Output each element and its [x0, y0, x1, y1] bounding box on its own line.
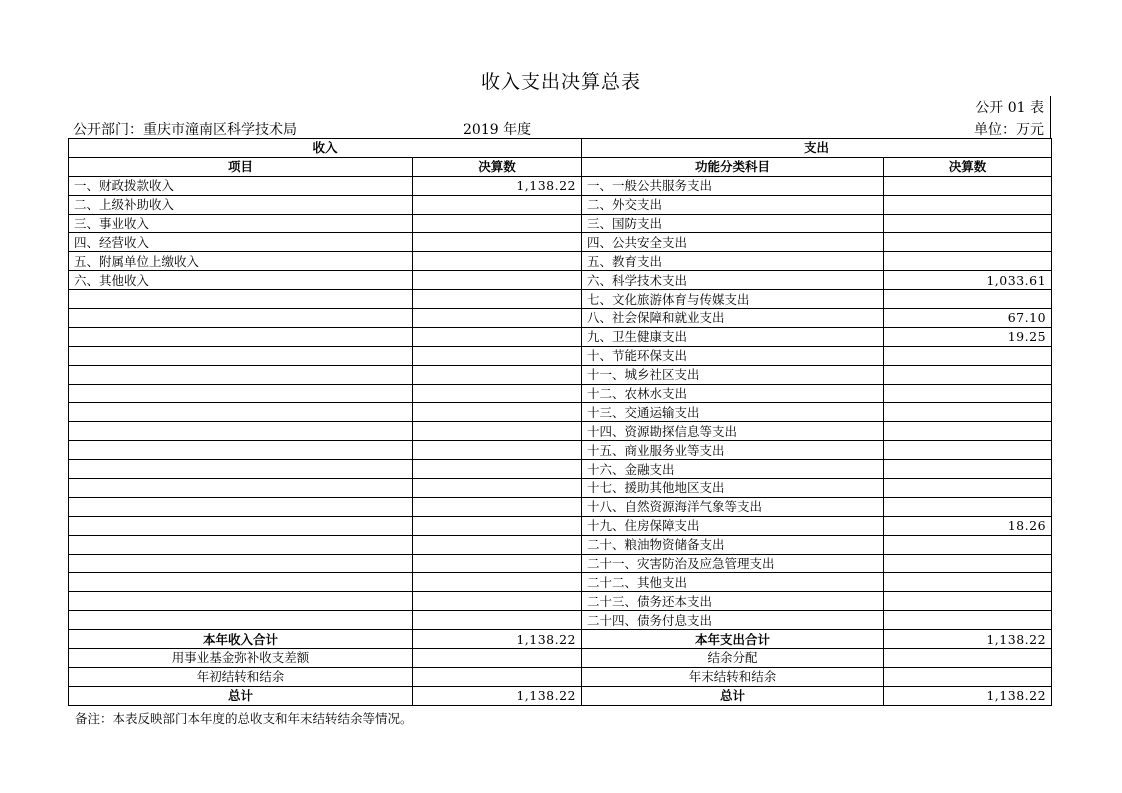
income-summary-label: 总计 [69, 686, 413, 705]
income-amount-cell [413, 554, 582, 573]
table-row [69, 535, 1052, 554]
expense-item-cell: 十五、商业服务业等支出 [582, 441, 884, 460]
income-item-cell [69, 403, 413, 422]
expense-amount-cell [884, 460, 1052, 479]
income-amount-cell [413, 365, 582, 384]
expense-summary-amount [884, 667, 1052, 686]
income-item-cell [69, 535, 413, 554]
expense-item-cell: 九、卫生健康支出 [582, 327, 884, 346]
table-row [69, 422, 1052, 441]
expense-amount-cell: 18.26 [884, 516, 1052, 535]
income-item-cell [69, 365, 413, 384]
income-summary-amount [413, 649, 582, 668]
income-item-cell [69, 346, 413, 365]
income-amount-cell [413, 573, 582, 592]
expense-amount-cell [884, 176, 1052, 195]
table-row [69, 290, 1052, 309]
expense-item-cell: 二、外交支出 [582, 195, 884, 214]
expense-item-cell: 四、公共安全支出 [582, 233, 884, 252]
table-row [69, 592, 1052, 611]
table-row [69, 214, 1052, 233]
table-row [69, 346, 1052, 365]
income-amount-cell [413, 441, 582, 460]
expense-item-cell: 十六、金融支出 [582, 460, 884, 479]
table-row [69, 479, 1052, 498]
table-row [69, 573, 1052, 592]
expense-item-cell: 三、国防支出 [582, 214, 884, 233]
summary-row [69, 649, 1052, 668]
income-amount-cell [413, 252, 582, 271]
expense-item-cell: 二十二、其他支出 [582, 573, 884, 592]
table-row [69, 611, 1052, 630]
income-amount-cell [413, 535, 582, 554]
department-label: 公开部门：重庆市潼南区科学技术局 [73, 122, 297, 138]
fiscal-year: 2019 年度 [463, 122, 532, 138]
expense-item-cell: 二十三、债务还本支出 [582, 592, 884, 611]
income-item-cell [69, 327, 413, 346]
expense-amount-cell [884, 252, 1052, 271]
income-amount-cell [413, 290, 582, 309]
expense-item-cell: 二十一、灾害防治及应急管理支出 [582, 554, 884, 573]
income-amount-cell [413, 460, 582, 479]
expense-summary-amount: 1,138.22 [884, 630, 1052, 649]
income-item-cell [69, 441, 413, 460]
function-class-column-header: 功能分类科目 [582, 157, 884, 176]
income-item-cell [69, 290, 413, 309]
expense-amount-cell [884, 403, 1052, 422]
income-item-cell: 四、经营收入 [69, 233, 413, 252]
income-amount-cell [413, 346, 582, 365]
table-row [69, 460, 1052, 479]
expense-amount-column-header: 决算数 [884, 157, 1052, 176]
expense-summary-amount [884, 649, 1052, 668]
income-item-cell [69, 422, 413, 441]
expense-item-cell: 十二、农林水支出 [582, 384, 884, 403]
income-summary-label: 用事业基金弥补收支差额 [69, 649, 413, 668]
expense-amount-cell [884, 479, 1052, 498]
expense-item-cell: 六、科学技术支出 [582, 271, 884, 290]
income-section-header: 收入 [69, 139, 582, 158]
income-amount-cell [413, 271, 582, 290]
summary-row [69, 630, 1052, 649]
expense-amount-cell [884, 365, 1052, 384]
income-amount-cell [413, 403, 582, 422]
income-amount-cell [413, 327, 582, 346]
footnote: 备注：本表反映部门本年度的总收支和年末结转结余等情况。 [75, 711, 413, 726]
income-amount-cell [413, 592, 582, 611]
income-amount-cell [413, 384, 582, 403]
expense-item-cell: 十、节能环保支出 [582, 346, 884, 365]
income-amount-cell [413, 479, 582, 498]
expense-summary-label: 年末结转和结余 [582, 667, 884, 686]
income-item-cell [69, 611, 413, 630]
income-amount-cell [413, 422, 582, 441]
income-item-cell [69, 554, 413, 573]
income-item-cell [69, 497, 413, 516]
table-row [69, 497, 1052, 516]
table-row [69, 271, 1052, 290]
expense-summary-amount: 1,138.22 [884, 686, 1052, 705]
table-row [69, 233, 1052, 252]
income-item-cell [69, 479, 413, 498]
expense-amount-cell [884, 233, 1052, 252]
expense-item-cell: 一、一般公共服务支出 [582, 176, 884, 195]
expense-item-cell: 十九、住房保障支出 [582, 516, 884, 535]
income-amount-cell [413, 195, 582, 214]
expense-amount-cell: 67.10 [884, 309, 1052, 328]
section-header-row [69, 139, 1052, 158]
table-row [69, 176, 1052, 195]
income-amount-cell: 1,138.22 [413, 176, 582, 195]
expense-amount-cell [884, 592, 1052, 611]
income-item-cell: 二、上级补助收入 [69, 195, 413, 214]
expense-amount-cell [884, 611, 1052, 630]
table-row [69, 252, 1052, 271]
expense-item-cell: 十八、自然资源海洋气象等支出 [582, 497, 884, 516]
income-item-cell: 六、其他收入 [69, 271, 413, 290]
expense-amount-cell [884, 535, 1052, 554]
income-item-cell [69, 592, 413, 611]
table-row [69, 365, 1052, 384]
expense-item-cell: 十三、交通运输支出 [582, 403, 884, 422]
expense-amount-cell [884, 346, 1052, 365]
expense-item-cell: 七、文化旅游体育与传媒支出 [582, 290, 884, 309]
income-item-cell: 一、财政拨款收入 [69, 176, 413, 195]
expense-item-cell: 八、社会保障和就业支出 [582, 309, 884, 328]
summary-row [69, 686, 1052, 705]
expense-amount-cell: 1,033.61 [884, 271, 1052, 290]
form-number: 公开 01 表 [975, 100, 1044, 116]
expense-amount-cell [884, 290, 1052, 309]
column-header-row [69, 157, 1052, 176]
table-row [69, 516, 1052, 535]
income-item-cell: 三、事业收入 [69, 214, 413, 233]
expense-amount-cell [884, 497, 1052, 516]
expense-amount-cell [884, 214, 1052, 233]
expense-amount-cell: 19.25 [884, 327, 1052, 346]
expense-amount-cell [884, 573, 1052, 592]
expense-item-cell: 十七、援助其他地区支出 [582, 479, 884, 498]
income-item-cell: 五、附属单位上缴收入 [69, 252, 413, 271]
table-row [69, 403, 1052, 422]
report-title: 收入支出决算总表 [480, 71, 641, 93]
income-item-cell [69, 573, 413, 592]
item-column-header: 项目 [69, 157, 413, 176]
expense-amount-cell [884, 422, 1052, 441]
currency-unit: 单位：万元 [974, 122, 1044, 138]
table-row [69, 309, 1052, 328]
income-summary-label: 年初结转和结余 [69, 667, 413, 686]
expense-amount-cell [884, 195, 1052, 214]
expense-summary-label: 结余分配 [582, 649, 884, 668]
table-row [69, 554, 1052, 573]
expense-summary-label: 本年支出合计 [582, 630, 884, 649]
income-summary-amount: 1,138.22 [413, 686, 582, 705]
income-summary-label: 本年收入合计 [69, 630, 413, 649]
expense-item-cell: 二十、粮油物资储备支出 [582, 535, 884, 554]
expense-summary-label: 总计 [582, 686, 884, 705]
income-amount-cell [413, 516, 582, 535]
income-item-cell [69, 460, 413, 479]
expense-item-cell: 五、教育支出 [582, 252, 884, 271]
income-amount-cell [413, 214, 582, 233]
income-amount-column-header: 决算数 [413, 157, 582, 176]
table-row [69, 195, 1052, 214]
income-expense-table [68, 138, 1052, 706]
expense-amount-cell [884, 554, 1052, 573]
expense-item-cell: 十一、城乡社区支出 [582, 365, 884, 384]
table-row [69, 441, 1052, 460]
table-row [69, 327, 1052, 346]
income-amount-cell [413, 611, 582, 630]
expense-amount-cell [884, 441, 1052, 460]
expense-item-cell: 十四、资源勘探信息等支出 [582, 422, 884, 441]
income-summary-amount: 1,138.22 [413, 630, 582, 649]
income-amount-cell [413, 309, 582, 328]
expense-section-header: 支出 [582, 139, 1052, 158]
expense-item-cell: 二十四、债务付息支出 [582, 611, 884, 630]
income-amount-cell [413, 497, 582, 516]
income-item-cell [69, 309, 413, 328]
income-amount-cell [413, 233, 582, 252]
expense-amount-cell [884, 384, 1052, 403]
summary-row [69, 667, 1052, 686]
income-item-cell [69, 384, 413, 403]
table-edge-line [1050, 96, 1051, 138]
table-row [69, 384, 1052, 403]
income-item-cell [69, 516, 413, 535]
income-summary-amount [413, 667, 582, 686]
